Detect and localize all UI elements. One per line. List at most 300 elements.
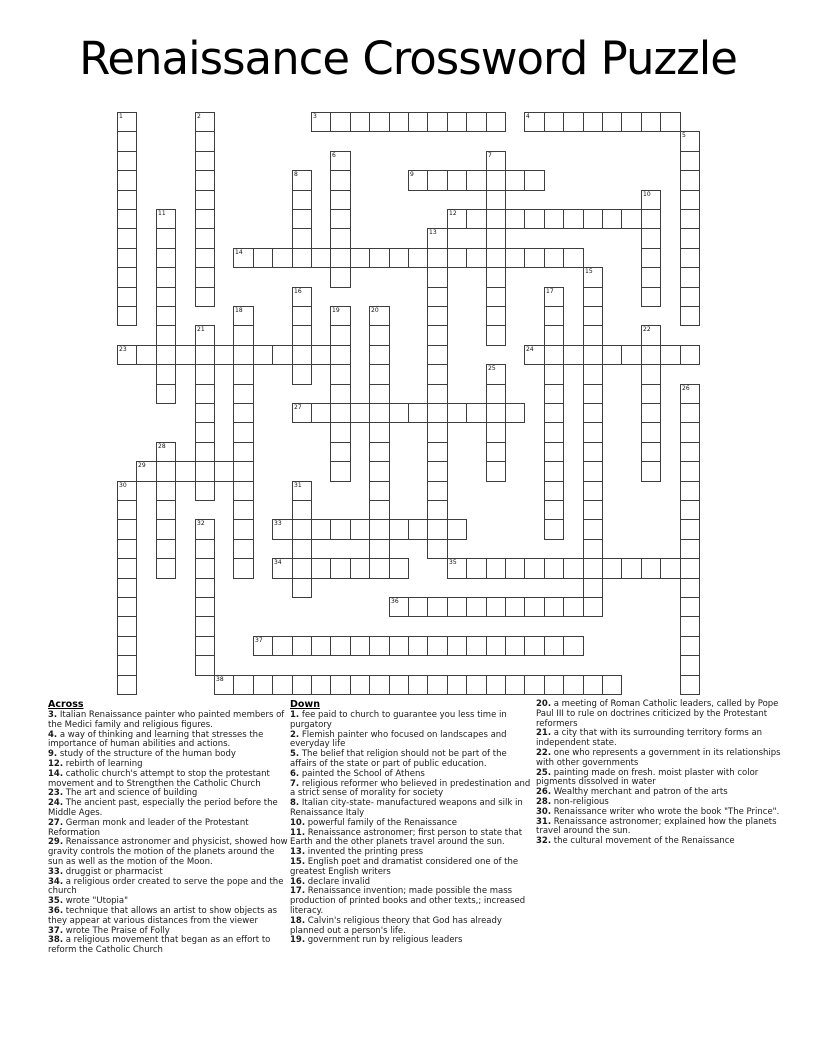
grid-cell[interactable] [117,539,137,559]
grid-cell[interactable] [680,190,700,210]
grid-cell[interactable] [486,325,506,346]
grid-cell[interactable] [253,636,273,656]
grid-cell[interactable] [447,636,467,656]
grid-cell[interactable] [389,403,409,423]
grid-cell[interactable] [427,384,448,404]
grid-cell[interactable] [156,287,176,307]
grid-cell[interactable] [408,170,428,191]
grid-cell[interactable] [369,500,390,520]
grid-cell[interactable] [660,558,681,579]
grid-cell[interactable] [330,209,351,229]
grid-cell[interactable] [195,616,215,637]
grid-cell[interactable] [680,287,700,307]
grid-cell[interactable] [369,558,390,579]
grid-cell[interactable] [544,325,564,346]
grid-cell[interactable] [641,325,661,346]
grid-cell[interactable] [233,364,254,385]
grid-cell[interactable] [117,636,137,656]
grid-cell[interactable] [583,578,603,598]
grid-cell[interactable] [427,481,448,501]
grid-cell[interactable] [195,287,215,307]
grid-cell[interactable] [156,364,176,385]
grid-cell[interactable] [369,384,390,404]
grid-cell[interactable] [117,170,137,191]
grid-cell[interactable] [117,519,137,540]
grid-cell[interactable] [563,248,584,268]
grid-cell[interactable] [330,325,351,346]
grid-cell[interactable] [486,248,506,268]
grid-cell[interactable] [330,248,351,268]
grid-cell[interactable] [233,461,254,482]
grid-cell[interactable] [680,151,700,171]
grid-cell[interactable] [195,267,215,288]
grid-cell[interactable] [330,151,351,171]
grid-cell[interactable] [253,248,273,268]
grid-cell[interactable] [272,675,293,695]
grid-cell[interactable] [195,345,215,365]
grid-cell[interactable] [272,636,293,656]
grid-cell[interactable] [195,461,215,482]
grid-cell[interactable] [447,558,467,579]
grid-cell[interactable] [466,675,487,695]
grid-cell[interactable] [505,597,525,617]
grid-cell[interactable] [486,461,506,482]
grid-cell[interactable] [583,345,603,365]
grid-cell[interactable] [233,539,254,559]
grid-cell[interactable] [292,325,312,346]
grid-cell[interactable] [117,655,137,676]
grid-cell[interactable] [330,558,351,579]
grid-cell[interactable] [330,675,351,695]
grid-cell[interactable] [680,500,700,520]
grid-cell[interactable] [389,558,409,579]
grid-cell[interactable] [524,248,545,268]
grid-cell[interactable] [583,325,603,346]
grid-cell[interactable] [311,403,331,423]
grid-cell[interactable] [117,112,137,132]
grid-cell[interactable] [680,519,700,540]
grid-cell[interactable] [136,345,157,365]
grid-cell[interactable] [156,228,176,249]
grid-cell[interactable] [486,112,506,132]
grid-cell[interactable] [195,112,215,132]
grid-cell[interactable] [233,519,254,540]
grid-cell[interactable] [505,403,525,423]
grid-cell[interactable] [602,112,622,132]
grid-cell[interactable] [117,597,137,617]
grid-cell[interactable] [156,558,176,579]
grid-cell[interactable] [563,209,584,229]
grid-cell[interactable] [641,228,661,249]
grid-cell[interactable] [195,170,215,191]
grid-cell[interactable] [272,345,293,365]
grid-cell[interactable] [292,228,312,249]
grid-cell[interactable] [117,287,137,307]
grid-cell[interactable] [156,519,176,540]
grid-cell[interactable] [195,655,215,676]
grid-cell[interactable] [486,403,506,423]
grid-cell[interactable] [389,675,409,695]
grid-cell[interactable] [369,675,390,695]
grid-cell[interactable] [195,364,215,385]
grid-cell[interactable] [544,675,564,695]
grid-cell[interactable] [641,190,661,210]
grid-cell[interactable] [427,539,448,559]
grid-cell[interactable] [486,384,506,404]
grid-cell[interactable] [641,461,661,482]
grid-cell[interactable] [311,636,331,656]
grid-cell[interactable] [447,403,467,423]
grid-cell[interactable] [330,422,351,443]
grid-cell[interactable] [292,190,312,210]
grid-cell[interactable] [427,675,448,695]
grid-cell[interactable] [369,345,390,365]
grid-cell[interactable] [292,345,312,365]
grid-cell[interactable] [156,306,176,326]
grid-cell[interactable] [641,345,661,365]
grid-cell[interactable] [117,306,137,326]
grid-cell[interactable] [195,151,215,171]
grid-cell[interactable] [350,112,370,132]
grid-cell[interactable] [350,675,370,695]
grid-cell[interactable] [486,267,506,288]
grid-cell[interactable] [583,306,603,326]
grid-cell[interactable] [136,461,157,482]
grid-cell[interactable] [195,636,215,656]
grid-cell[interactable] [272,519,293,540]
grid-cell[interactable] [195,578,215,598]
grid-cell[interactable] [369,461,390,482]
grid-cell[interactable] [117,578,137,598]
grid-cell[interactable] [544,384,564,404]
grid-cell[interactable] [233,481,254,501]
grid-cell[interactable] [311,675,331,695]
grid-cell[interactable] [583,481,603,501]
grid-cell[interactable] [117,500,137,520]
grid-cell[interactable] [233,306,254,326]
grid-cell[interactable] [680,209,700,229]
grid-cell[interactable] [330,636,351,656]
grid-cell[interactable] [408,403,428,423]
grid-cell[interactable] [602,675,622,695]
grid-cell[interactable] [680,616,700,637]
grid-cell[interactable] [350,248,370,268]
grid-cell[interactable] [292,306,312,326]
grid-cell[interactable] [156,209,176,229]
grid-cell[interactable] [156,500,176,520]
grid-cell[interactable] [544,306,564,326]
grid-cell[interactable] [330,384,351,404]
grid-cell[interactable] [583,442,603,462]
grid-cell[interactable] [544,403,564,423]
grid-cell[interactable] [195,325,215,346]
grid-cell[interactable] [447,519,467,540]
grid-cell[interactable] [292,248,312,268]
grid-cell[interactable] [195,519,215,540]
grid-cell[interactable] [311,248,331,268]
grid-cell[interactable] [233,675,254,695]
grid-cell[interactable] [311,112,331,132]
grid-cell[interactable] [583,209,603,229]
grid-cell[interactable] [466,403,487,423]
grid-cell[interactable] [544,422,564,443]
grid-cell[interactable] [233,248,254,268]
grid-cell[interactable] [427,112,448,132]
grid-cell[interactable] [408,675,428,695]
grid-cell[interactable] [583,112,603,132]
grid-cell[interactable] [427,364,448,385]
grid-cell[interactable] [427,170,448,191]
grid-cell[interactable] [195,481,215,501]
grid-cell[interactable] [292,481,312,501]
grid-cell[interactable] [292,558,312,579]
grid-cell[interactable] [350,519,370,540]
grid-cell[interactable] [524,209,545,229]
grid-cell[interactable] [292,364,312,385]
grid-cell[interactable] [117,345,137,365]
grid-cell[interactable] [427,306,448,326]
grid-cell[interactable] [583,558,603,579]
grid-cell[interactable] [544,248,564,268]
grid-cell[interactable] [117,616,137,637]
grid-cell[interactable] [583,403,603,423]
grid-cell[interactable] [680,422,700,443]
grid-cell[interactable] [680,403,700,423]
grid-cell[interactable] [292,500,312,520]
grid-cell[interactable] [583,597,603,617]
grid-cell[interactable] [583,267,603,288]
grid-cell[interactable] [117,131,137,152]
grid-cell[interactable] [195,248,215,268]
grid-cell[interactable] [621,209,642,229]
grid-cell[interactable] [369,112,390,132]
grid-cell[interactable] [233,345,254,365]
grid-cell[interactable] [641,112,661,132]
grid-cell[interactable] [641,403,661,423]
grid-cell[interactable] [369,481,390,501]
grid-cell[interactable] [524,170,545,191]
grid-cell[interactable] [505,636,525,656]
grid-cell[interactable] [272,248,293,268]
grid-cell[interactable] [544,597,564,617]
grid-cell[interactable] [680,345,700,365]
grid-cell[interactable] [427,345,448,365]
grid-cell[interactable] [330,403,351,423]
grid-cell[interactable] [544,345,564,365]
grid-cell[interactable] [544,519,564,540]
grid-cell[interactable] [680,306,700,326]
grid-cell[interactable] [583,422,603,443]
grid-cell[interactable] [621,112,642,132]
grid-cell[interactable] [369,364,390,385]
grid-cell[interactable] [156,461,176,482]
grid-cell[interactable] [233,442,254,462]
grid-cell[interactable] [330,170,351,191]
grid-cell[interactable] [447,248,467,268]
grid-cell[interactable] [195,539,215,559]
grid-cell[interactable] [486,306,506,326]
grid-cell[interactable] [466,170,487,191]
grid-cell[interactable] [214,675,234,695]
grid-cell[interactable] [660,345,681,365]
grid-cell[interactable] [330,112,351,132]
grid-cell[interactable] [369,248,390,268]
grid-cell[interactable] [427,519,448,540]
grid-cell[interactable] [117,267,137,288]
grid-cell[interactable] [447,170,467,191]
grid-cell[interactable] [447,112,467,132]
grid-cell[interactable] [466,636,487,656]
grid-cell[interactable] [680,461,700,482]
grid-cell[interactable] [447,209,467,229]
grid-cell[interactable] [427,248,448,268]
grid-cell[interactable] [583,287,603,307]
grid-cell[interactable] [195,209,215,229]
grid-cell[interactable] [641,442,661,462]
grid-cell[interactable] [427,422,448,443]
grid-cell[interactable] [369,325,390,346]
grid-cell[interactable] [583,364,603,385]
grid-cell[interactable] [602,345,622,365]
grid-cell[interactable] [311,345,331,365]
grid-cell[interactable] [680,442,700,462]
grid-cell[interactable] [563,597,584,617]
grid-cell[interactable] [680,384,700,404]
grid-cell[interactable] [272,558,293,579]
grid-cell[interactable] [292,636,312,656]
grid-cell[interactable] [641,364,661,385]
grid-cell[interactable] [156,481,176,501]
grid-cell[interactable] [544,558,564,579]
grid-cell[interactable] [330,461,351,482]
grid-cell[interactable] [466,597,487,617]
grid-cell[interactable] [486,422,506,443]
grid-cell[interactable] [563,345,584,365]
grid-cell[interactable] [427,597,448,617]
grid-cell[interactable] [369,403,390,423]
grid-cell[interactable] [486,170,506,191]
grid-cell[interactable] [330,519,351,540]
grid-cell[interactable] [544,209,564,229]
grid-cell[interactable] [253,345,273,365]
grid-cell[interactable] [292,170,312,191]
grid-cell[interactable] [292,675,312,695]
grid-cell[interactable] [292,287,312,307]
grid-cell[interactable] [369,539,390,559]
grid-cell[interactable] [486,675,506,695]
grid-cell[interactable] [486,636,506,656]
grid-cell[interactable] [233,558,254,579]
grid-cell[interactable] [524,112,545,132]
grid-cell[interactable] [447,597,467,617]
grid-cell[interactable] [447,675,467,695]
grid-cell[interactable] [505,170,525,191]
grid-cell[interactable] [214,345,234,365]
grid-cell[interactable] [117,675,137,695]
grid-cell[interactable] [524,558,545,579]
grid-cell[interactable] [330,364,351,385]
grid-cell[interactable] [544,442,564,462]
grid-cell[interactable] [408,112,428,132]
grid-cell[interactable] [583,384,603,404]
grid-cell[interactable] [156,267,176,288]
grid-cell[interactable] [680,481,700,501]
grid-cell[interactable] [369,306,390,326]
grid-cell[interactable] [621,345,642,365]
grid-cell[interactable] [156,345,176,365]
grid-cell[interactable] [408,597,428,617]
grid-cell[interactable] [621,558,642,579]
grid-cell[interactable] [350,403,370,423]
grid-cell[interactable] [680,636,700,656]
grid-cell[interactable] [408,519,428,540]
grid-cell[interactable] [389,636,409,656]
grid-cell[interactable] [544,287,564,307]
grid-cell[interactable] [427,636,448,656]
grid-cell[interactable] [389,248,409,268]
grid-cell[interactable] [486,287,506,307]
grid-cell[interactable] [117,151,137,171]
grid-cell[interactable] [195,384,215,404]
grid-cell[interactable] [427,267,448,288]
grid-cell[interactable] [466,558,487,579]
grid-cell[interactable] [486,364,506,385]
grid-cell[interactable] [156,325,176,346]
grid-cell[interactable] [427,500,448,520]
grid-cell[interactable] [486,209,506,229]
grid-cell[interactable] [117,481,137,501]
grid-cell[interactable] [233,422,254,443]
grid-cell[interactable] [544,364,564,385]
grid-cell[interactable] [563,636,584,656]
grid-cell[interactable] [505,675,525,695]
grid-cell[interactable] [195,190,215,210]
grid-cell[interactable] [680,675,700,695]
grid-cell[interactable] [117,558,137,579]
grid-cell[interactable] [680,578,700,598]
grid-cell[interactable] [408,248,428,268]
grid-cell[interactable] [680,170,700,191]
grid-cell[interactable] [660,112,681,132]
grid-cell[interactable] [641,287,661,307]
grid-cell[interactable] [486,442,506,462]
grid-cell[interactable] [311,519,331,540]
grid-cell[interactable] [583,675,603,695]
grid-cell[interactable] [641,248,661,268]
grid-cell[interactable] [466,112,487,132]
grid-cell[interactable] [680,558,700,579]
grid-cell[interactable] [641,558,661,579]
grid-cell[interactable] [156,384,176,404]
grid-cell[interactable] [680,131,700,152]
grid-cell[interactable] [427,325,448,346]
grid-cell[interactable] [330,345,351,365]
grid-cell[interactable] [680,228,700,249]
grid-cell[interactable] [117,209,137,229]
grid-cell[interactable] [117,228,137,249]
grid-cell[interactable] [175,461,196,482]
grid-cell[interactable] [427,461,448,482]
grid-cell[interactable] [214,461,234,482]
grid-cell[interactable] [583,519,603,540]
grid-cell[interactable] [466,209,487,229]
grid-cell[interactable] [369,422,390,443]
grid-cell[interactable] [583,461,603,482]
grid-cell[interactable] [427,228,448,249]
grid-cell[interactable] [292,578,312,598]
grid-cell[interactable] [486,228,506,249]
grid-cell[interactable] [680,539,700,559]
